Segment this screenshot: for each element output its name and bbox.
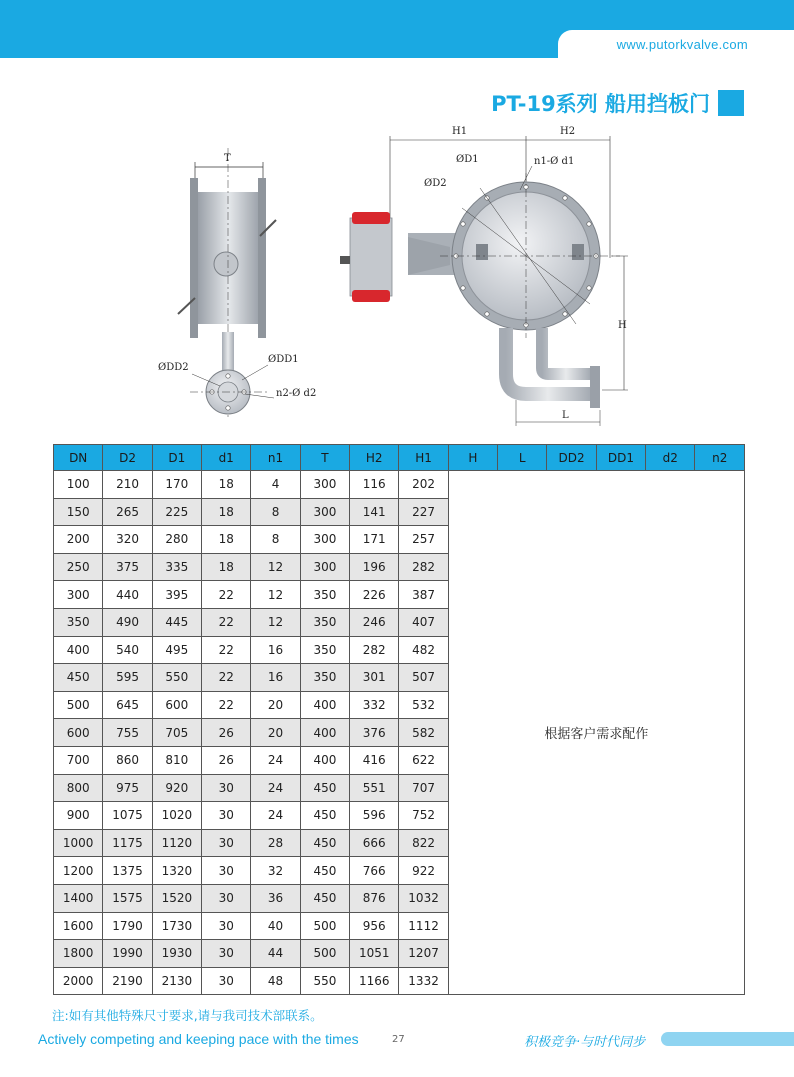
table-cell: 300 <box>300 498 349 526</box>
dim-n1d1: n1-Ø d1 <box>534 156 575 167</box>
table-cell: 18 <box>202 471 251 499</box>
footer-bar <box>661 1032 794 1046</box>
table-cell: 26 <box>202 746 251 774</box>
table-cell: 12 <box>251 553 300 581</box>
table-cell: 16 <box>251 636 300 664</box>
table-cell: 1400 <box>54 884 103 912</box>
column-header: H1 <box>399 445 448 471</box>
table-cell: 507 <box>399 664 448 692</box>
table-header-row <box>54 445 745 471</box>
table-cell: 1200 <box>54 857 103 885</box>
table-cell: 407 <box>399 608 448 636</box>
table-cell: 450 <box>300 857 349 885</box>
table-cell: 1320 <box>152 857 201 885</box>
table-cell: 551 <box>350 774 399 802</box>
table-cell: 582 <box>399 719 448 747</box>
table-cell: 30 <box>202 967 251 995</box>
table-body <box>54 471 745 995</box>
table-cell: 1207 <box>399 940 448 968</box>
table-cell: 30 <box>202 912 251 940</box>
front-view <box>340 126 628 426</box>
table-cell: 2130 <box>152 967 201 995</box>
table-cell: 922 <box>399 857 448 885</box>
table-cell: 400 <box>300 719 349 747</box>
table-cell: 171 <box>350 526 399 554</box>
table-cell: 282 <box>350 636 399 664</box>
table-cell: 20 <box>251 691 300 719</box>
table-cell: 141 <box>350 498 399 526</box>
table-cell: 227 <box>399 498 448 526</box>
table-cell: 300 <box>54 581 103 609</box>
table-cell: 622 <box>399 746 448 774</box>
table-cell: 1520 <box>152 884 201 912</box>
dim-H1: H1 <box>452 126 468 137</box>
table-cell: 30 <box>202 940 251 968</box>
table-cell: 707 <box>399 774 448 802</box>
table-row <box>54 471 745 499</box>
table-cell: 250 <box>54 553 103 581</box>
page-title: PT-19系列 船用挡板门 <box>491 92 710 116</box>
table-cell: 666 <box>350 829 399 857</box>
column-header: DD2 <box>547 445 596 471</box>
table-cell: 766 <box>350 857 399 885</box>
table-cell: 12 <box>251 581 300 609</box>
table-cell: 700 <box>54 746 103 774</box>
table-cell: 596 <box>350 802 399 830</box>
footnote: 注:如有其他特殊尺寸要求,请与我司技术部联系。 <box>52 1008 323 1023</box>
table-cell: 150 <box>54 498 103 526</box>
column-header: n1 <box>251 445 300 471</box>
technical-drawing <box>150 118 640 436</box>
dim-L: L <box>562 410 569 421</box>
dim-D2: ØD2 <box>424 178 447 189</box>
table-cell: 490 <box>103 608 152 636</box>
table-cell: 196 <box>350 553 399 581</box>
table-cell: 500 <box>300 912 349 940</box>
dim-T: T <box>224 153 231 164</box>
table-cell: 18 <box>202 553 251 581</box>
custom-dimension-note: 根据客户需求配作 <box>448 471 744 995</box>
table-cell: 1790 <box>103 912 152 940</box>
table-cell: 320 <box>103 526 152 554</box>
table-cell: 170 <box>152 471 201 499</box>
column-header: H2 <box>350 445 399 471</box>
website-url[interactable]: www.putorkvalve.com <box>616 37 748 52</box>
dimension-table <box>53 444 745 995</box>
table-cell: 18 <box>202 498 251 526</box>
table-cell: 1166 <box>350 967 399 995</box>
table-cell: 1575 <box>103 884 152 912</box>
table-cell: 16 <box>251 664 300 692</box>
table-cell: 450 <box>300 774 349 802</box>
table-cell: 22 <box>202 664 251 692</box>
table-cell: 2000 <box>54 967 103 995</box>
table-cell: 40 <box>251 912 300 940</box>
table-cell: 350 <box>54 608 103 636</box>
table-cell: 956 <box>350 912 399 940</box>
table-cell: 500 <box>54 691 103 719</box>
slogan-english: Actively competing and keeping pace with the times <box>38 1031 359 1047</box>
table-cell: 246 <box>350 608 399 636</box>
table-cell: 450 <box>300 884 349 912</box>
dim-H2: H2 <box>560 126 576 137</box>
table-cell: 450 <box>300 829 349 857</box>
table-cell: 210 <box>103 471 152 499</box>
table-cell: 22 <box>202 581 251 609</box>
table-cell: 375 <box>103 553 152 581</box>
column-header: L <box>498 445 547 471</box>
table-cell: 22 <box>202 691 251 719</box>
table-cell: 416 <box>350 746 399 774</box>
table-cell: 550 <box>152 664 201 692</box>
table-cell: 800 <box>54 774 103 802</box>
column-header: D1 <box>152 445 201 471</box>
table-cell: 350 <box>300 636 349 664</box>
table-cell: 900 <box>54 802 103 830</box>
table-cell: 482 <box>399 636 448 664</box>
table-cell: 26 <box>202 719 251 747</box>
table-cell: 876 <box>350 884 399 912</box>
table-cell: 28 <box>251 829 300 857</box>
table-cell: 395 <box>152 581 201 609</box>
table-cell: 450 <box>54 664 103 692</box>
table-cell: 30 <box>202 829 251 857</box>
table-cell: 1112 <box>399 912 448 940</box>
table-cell: 1075 <box>103 802 152 830</box>
table-cell: 450 <box>300 802 349 830</box>
table-cell: 335 <box>152 553 201 581</box>
table-cell: 44 <box>251 940 300 968</box>
column-header: n2 <box>695 445 745 471</box>
table-cell: 1930 <box>152 940 201 968</box>
table-cell: 226 <box>350 581 399 609</box>
table-cell: 400 <box>300 746 349 774</box>
table-cell: 400 <box>54 636 103 664</box>
table-cell: 8 <box>251 526 300 554</box>
table-cell: 20 <box>251 719 300 747</box>
table-cell: 8 <box>251 498 300 526</box>
dim-D1: ØD1 <box>456 154 479 165</box>
table-cell: 200 <box>54 526 103 554</box>
table-cell: 1332 <box>399 967 448 995</box>
table-cell: 265 <box>103 498 152 526</box>
table-cell: 350 <box>300 664 349 692</box>
table-cell: 300 <box>300 553 349 581</box>
column-header: DN <box>54 445 103 471</box>
page-number: 27 <box>392 1034 405 1045</box>
table-cell: 225 <box>152 498 201 526</box>
table-cell: 1120 <box>152 829 201 857</box>
table-cell: 301 <box>350 664 399 692</box>
table-cell: 440 <box>103 581 152 609</box>
table-cell: 22 <box>202 636 251 664</box>
dim-DD1: ØDD1 <box>268 354 299 365</box>
table-cell: 30 <box>202 774 251 802</box>
table-cell: 1000 <box>54 829 103 857</box>
table-cell: 100 <box>54 471 103 499</box>
table-cell: 705 <box>152 719 201 747</box>
table-cell: 752 <box>399 802 448 830</box>
dim-DD2: ØDD2 <box>158 362 189 373</box>
table-cell: 1051 <box>350 940 399 968</box>
column-header: d2 <box>646 445 695 471</box>
table-cell: 22 <box>202 608 251 636</box>
table-cell: 300 <box>300 471 349 499</box>
table-cell: 202 <box>399 471 448 499</box>
table-cell: 550 <box>300 967 349 995</box>
table-cell: 822 <box>399 829 448 857</box>
table-cell: 257 <box>399 526 448 554</box>
column-header: H <box>448 445 497 471</box>
table-cell: 400 <box>300 691 349 719</box>
table-cell: 645 <box>103 691 152 719</box>
table-cell: 300 <box>300 526 349 554</box>
table-cell: 24 <box>251 746 300 774</box>
table-cell: 332 <box>350 691 399 719</box>
table-cell: 12 <box>251 608 300 636</box>
table-cell: 282 <box>399 553 448 581</box>
table-cell: 810 <box>152 746 201 774</box>
table-cell: 1600 <box>54 912 103 940</box>
table-cell: 445 <box>152 608 201 636</box>
table-cell: 1375 <box>103 857 152 885</box>
table-cell: 595 <box>103 664 152 692</box>
table-cell: 32 <box>251 857 300 885</box>
table-cell: 18 <box>202 526 251 554</box>
table-cell: 4 <box>251 471 300 499</box>
table-cell: 24 <box>251 774 300 802</box>
table-cell: 540 <box>103 636 152 664</box>
table-cell: 1990 <box>103 940 152 968</box>
table-cell: 48 <box>251 967 300 995</box>
table-cell: 30 <box>202 857 251 885</box>
table-cell: 36 <box>251 884 300 912</box>
table-cell: 755 <box>103 719 152 747</box>
table-cell: 2190 <box>103 967 152 995</box>
table-cell: 975 <box>103 774 152 802</box>
table-cell: 24 <box>251 802 300 830</box>
table-cell: 860 <box>103 746 152 774</box>
table-cell: 116 <box>350 471 399 499</box>
table-cell: 350 <box>300 608 349 636</box>
table-cell: 1730 <box>152 912 201 940</box>
table-cell: 500 <box>300 940 349 968</box>
column-header: DD1 <box>596 445 645 471</box>
side-view <box>158 148 316 418</box>
table-cell: 600 <box>152 691 201 719</box>
table-cell: 1020 <box>152 802 201 830</box>
table-cell: 1800 <box>54 940 103 968</box>
column-header: D2 <box>103 445 152 471</box>
table-cell: 1032 <box>399 884 448 912</box>
table-cell: 600 <box>54 719 103 747</box>
dim-n2d2: n2-Ø d2 <box>276 388 317 399</box>
table-cell: 30 <box>202 884 251 912</box>
column-header: d1 <box>202 445 251 471</box>
title-marker <box>718 90 744 116</box>
table-cell: 532 <box>399 691 448 719</box>
table-cell: 280 <box>152 526 201 554</box>
table-cell: 495 <box>152 636 201 664</box>
column-header: T <box>300 445 349 471</box>
table-cell: 920 <box>152 774 201 802</box>
slogan-chinese: 积极竞争·与时代同步 <box>524 1035 646 1050</box>
table-cell: 376 <box>350 719 399 747</box>
table-cell: 350 <box>300 581 349 609</box>
table-cell: 30 <box>202 802 251 830</box>
dim-H: H <box>618 320 627 331</box>
table-cell: 1175 <box>103 829 152 857</box>
table-cell: 387 <box>399 581 448 609</box>
